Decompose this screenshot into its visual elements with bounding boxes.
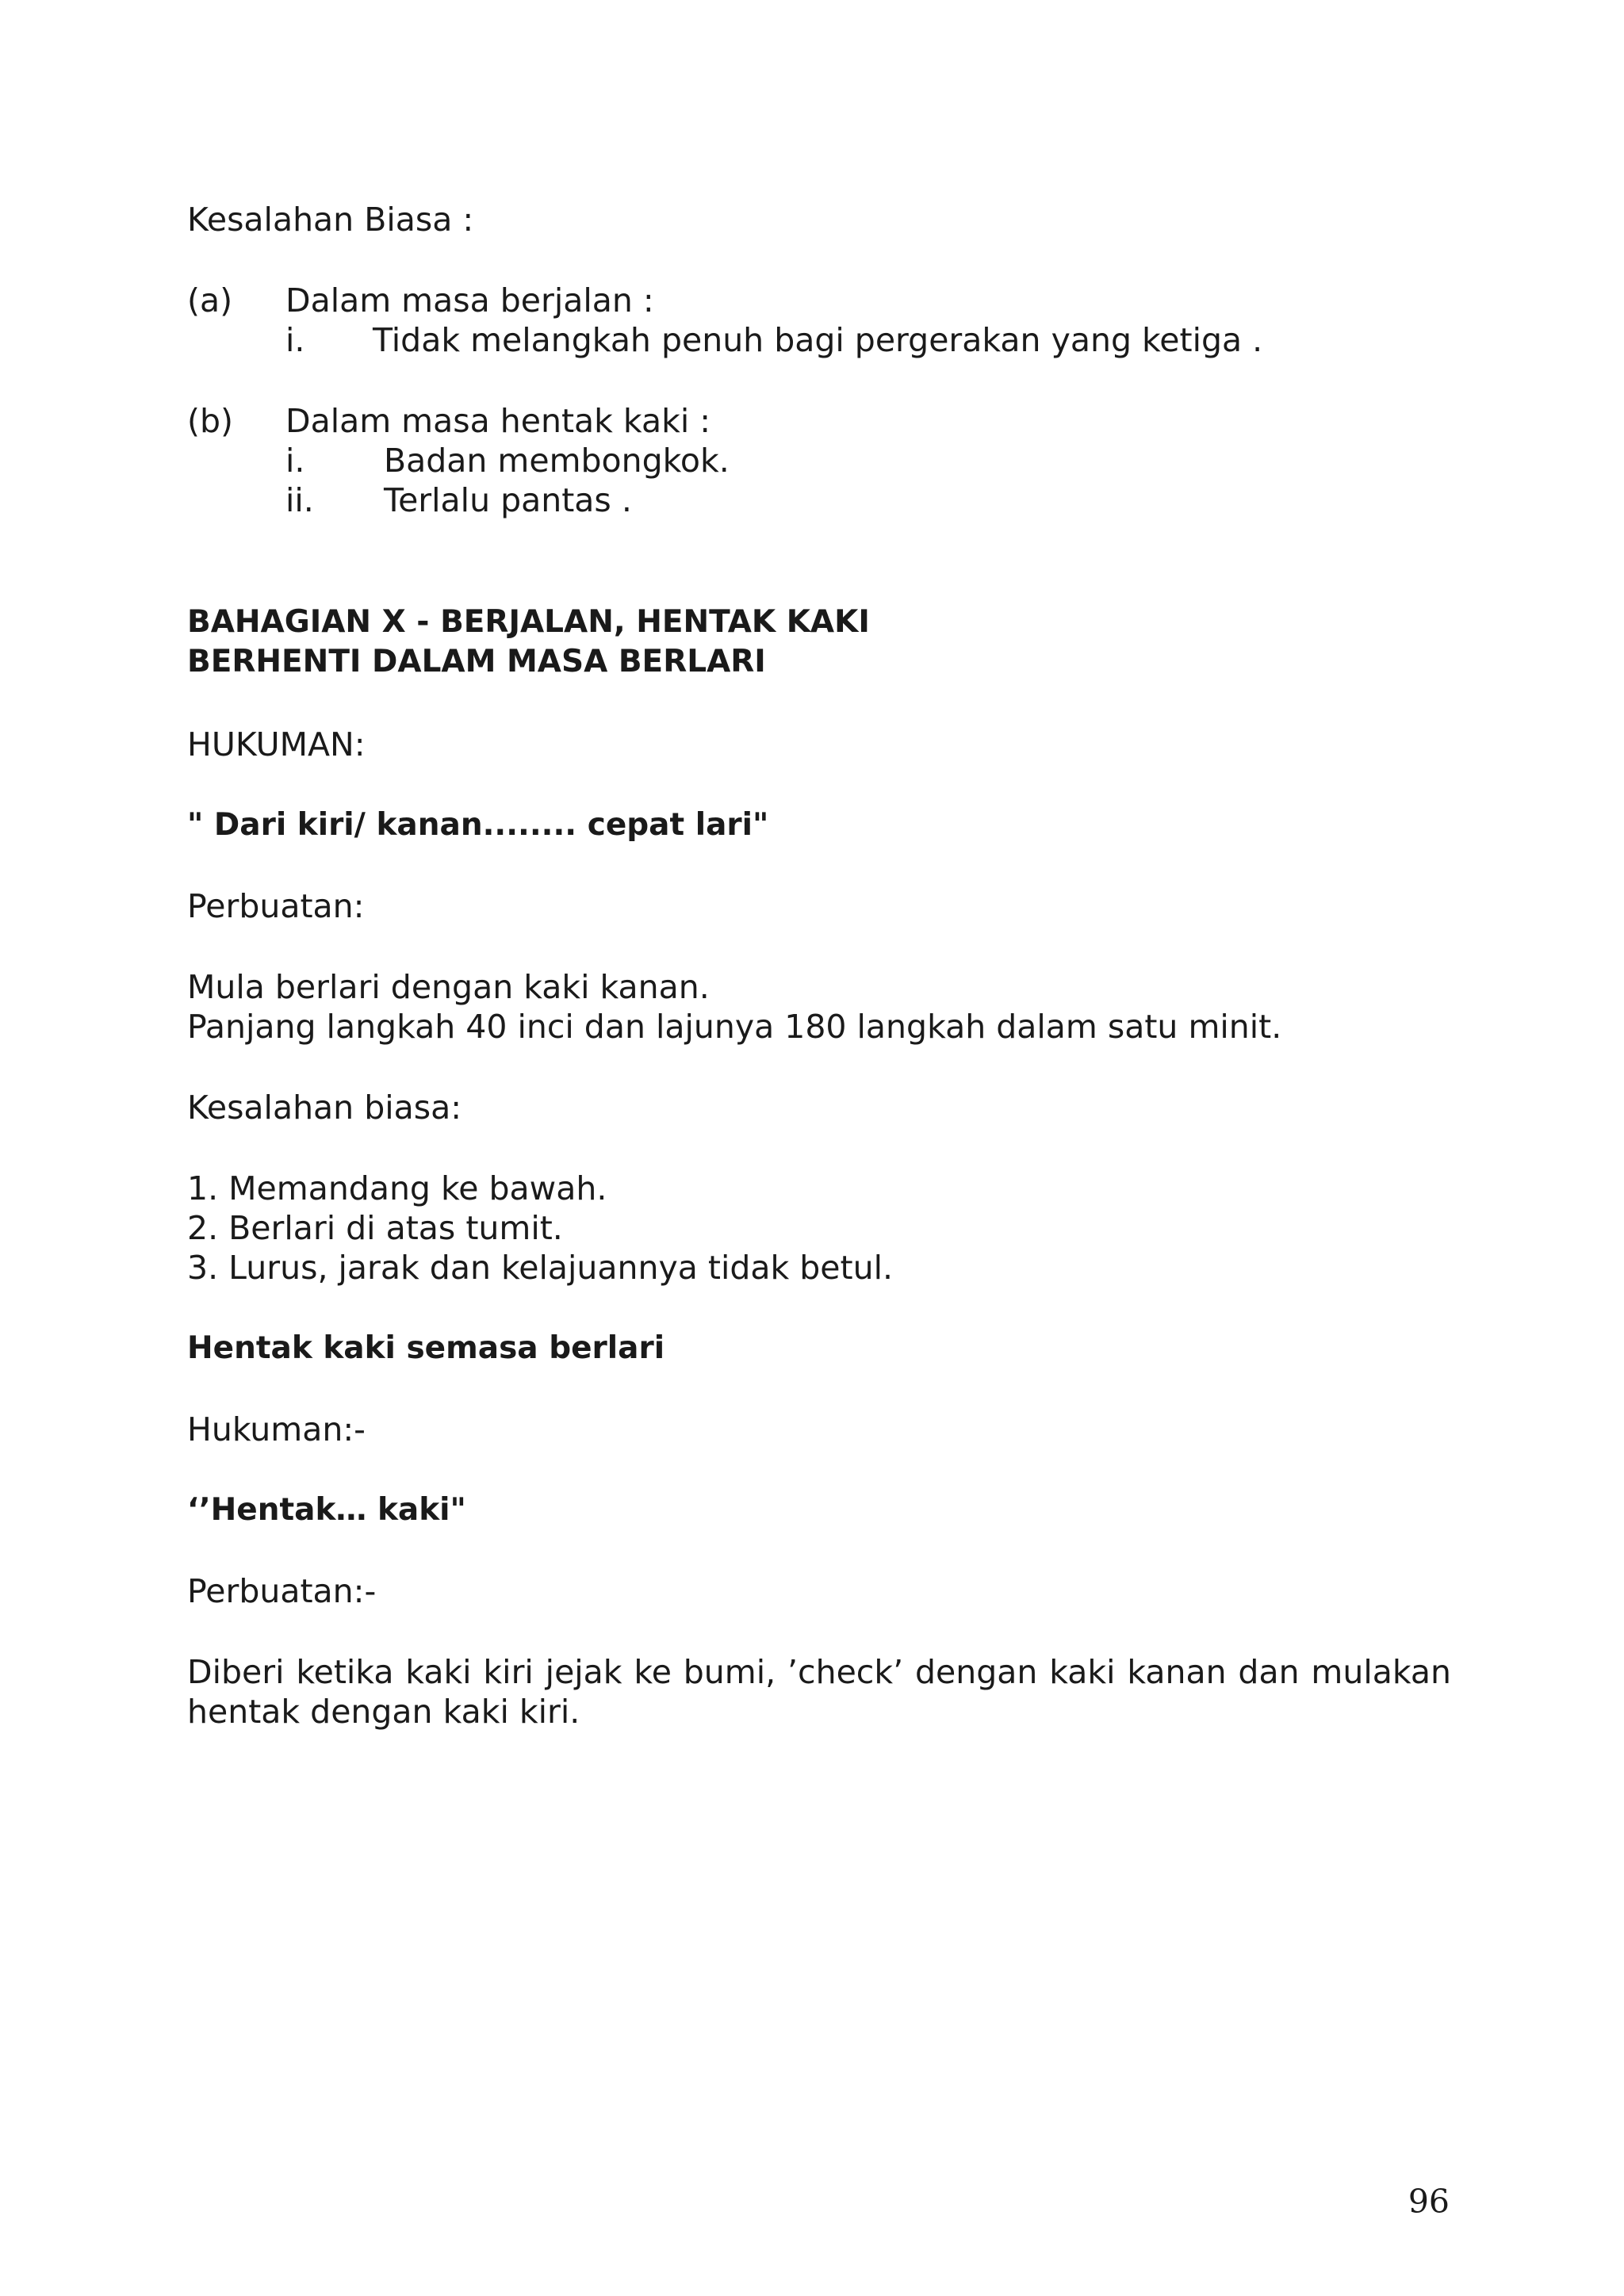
perbuatan-paragraph: Diberi ketika kaki kiri jejak ke bumi, ’check’ dengan kaki kanan dan mulakan hentak dengan kaki kiri. (187, 1653, 1451, 1731)
item-a-i-text: Tidak melangkah penuh bagi pergerakan yang ketiga . (373, 321, 1263, 359)
item-a-heading: Dalam masa berjalan : (285, 281, 654, 320)
item-a-i-num: i. (285, 321, 305, 359)
kesalahan-item-1: 1. Memandang ke bawah. (187, 1169, 607, 1207)
item-b-heading: Dalam masa hentak kaki : (285, 402, 711, 440)
kesalahan-item-3: 3. Lurus, jarak dan kelajuannya tidak betul. (187, 1249, 894, 1287)
kesalahan-item-2: 2. Berlari di atas tumit. (187, 1209, 563, 1247)
kesalahan-biasa-title: Kesalahan Biasa : (187, 201, 474, 239)
section-heading-line2: BERHENTI DALAM MASA BERLARI (187, 644, 766, 679)
item-b-label: (b) (187, 402, 234, 440)
kesalahan-biasa-label: Kesalahan biasa: (187, 1089, 462, 1127)
item-a-label: (a) (187, 281, 233, 320)
command-hentak-kaki: ‘’Hentak… kaki" (187, 1492, 466, 1528)
hukuman-label: HUKUMAN: (187, 725, 366, 763)
item-b-i-num: i. (285, 442, 305, 480)
item-b-ii-num: ii. (285, 481, 314, 519)
section-heading-line1: BAHAGIAN X - BERJALAN, HENTAK KAKI (187, 604, 870, 640)
hentak-kaki-heading: Hentak kaki semasa berlari (187, 1330, 665, 1366)
page-number: 96 (1408, 2183, 1450, 2221)
item-b-i-text: Badan membongkok. (384, 442, 730, 480)
perbuatan-label-2: Perbuatan:- (187, 1572, 377, 1610)
perbuatan-line-2: Panjang langkah 40 inci dan lajunya 180 langkah dalam satu minit. (187, 1008, 1282, 1046)
command-cepat-lari: " Dari kiri/ kanan........ cepat lari" (187, 807, 769, 843)
hukuman-label-2: Hukuman:- (187, 1410, 366, 1448)
item-b-ii-text: Terlalu pantas . (384, 481, 632, 519)
perbuatan-label: Perbuatan: (187, 887, 365, 925)
perbuatan-line-1: Mula berlari dengan kaki kanan. (187, 968, 710, 1006)
